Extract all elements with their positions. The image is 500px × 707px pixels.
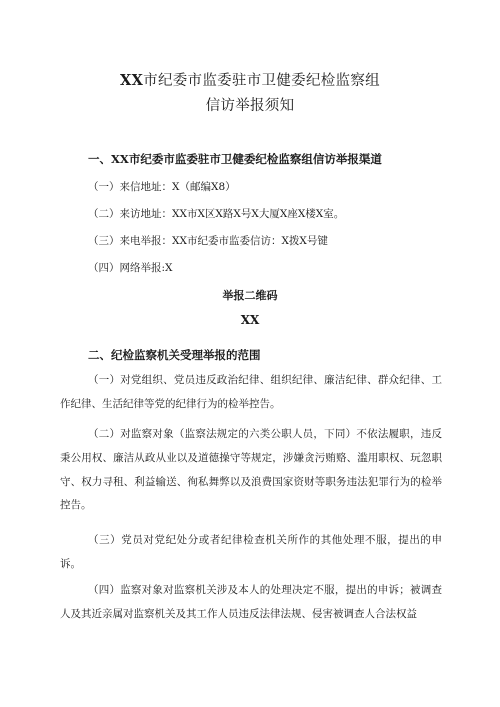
section-heading-scope: 二、纪检监察机关受理举报的范围 <box>88 348 261 362</box>
scope-paragraph-3: （三）党员对党纪处分或者纪律检查机关所作的其他处理不服，提出的申诉。 <box>60 534 442 570</box>
qr-heading: 举报二维码 <box>222 289 278 302</box>
scope-paragraph-2: （二）对监察对象（监察法规定的六类公职人员，下同）不依法履职，违反秉公用权、廉洁从政从业以及道德操守等规定，涉嫌贪污贿赂、滥用职权、玩忽职守、权力寻租、利益输送、徇私舞弊以及浪费国家资财等职务违法犯罪行为的检举控告。 <box>60 428 442 512</box>
channel-visit: （二）来访地址：XX市X区X路X号X大厦X座X楼X室。 <box>88 208 345 220</box>
scope-paragraph-4: （四）监察对象对监察机关涉及本人的处理决定不服，提出的申诉；被调查人及其近亲属对监察机关及其工作人员违反法律法规、侵害被调查人合法权益 <box>60 584 442 620</box>
document-title-line1 <box>0 69 500 90</box>
channel-phone: （三）来电举报：XX市纪委市监委信访：X拨X号键 <box>88 235 328 247</box>
qr-content: XX <box>240 313 260 327</box>
section-heading-channels: 一、XX市纪委市监委驻市卫健委纪检监察组信访举报渠道 <box>88 152 382 166</box>
channel-mail: （一）来信地址：X（邮编X8） <box>88 181 236 193</box>
scope-paragraph-1: （一）对党组织、党员违反政治纪律、组织纪律、廉洁纪律、群众纪律、工作纪律、生活纪律等党的纪律行为的检举控告。 <box>60 374 442 410</box>
title-prefix: XX <box>120 72 144 89</box>
document-title-line2: 信访举报须知 <box>205 98 295 114</box>
title-rest: 市纪委市监委驻市卫健委纪检监察组 <box>143 73 380 89</box>
channel-online: （四）网络举报:X <box>88 262 173 274</box>
